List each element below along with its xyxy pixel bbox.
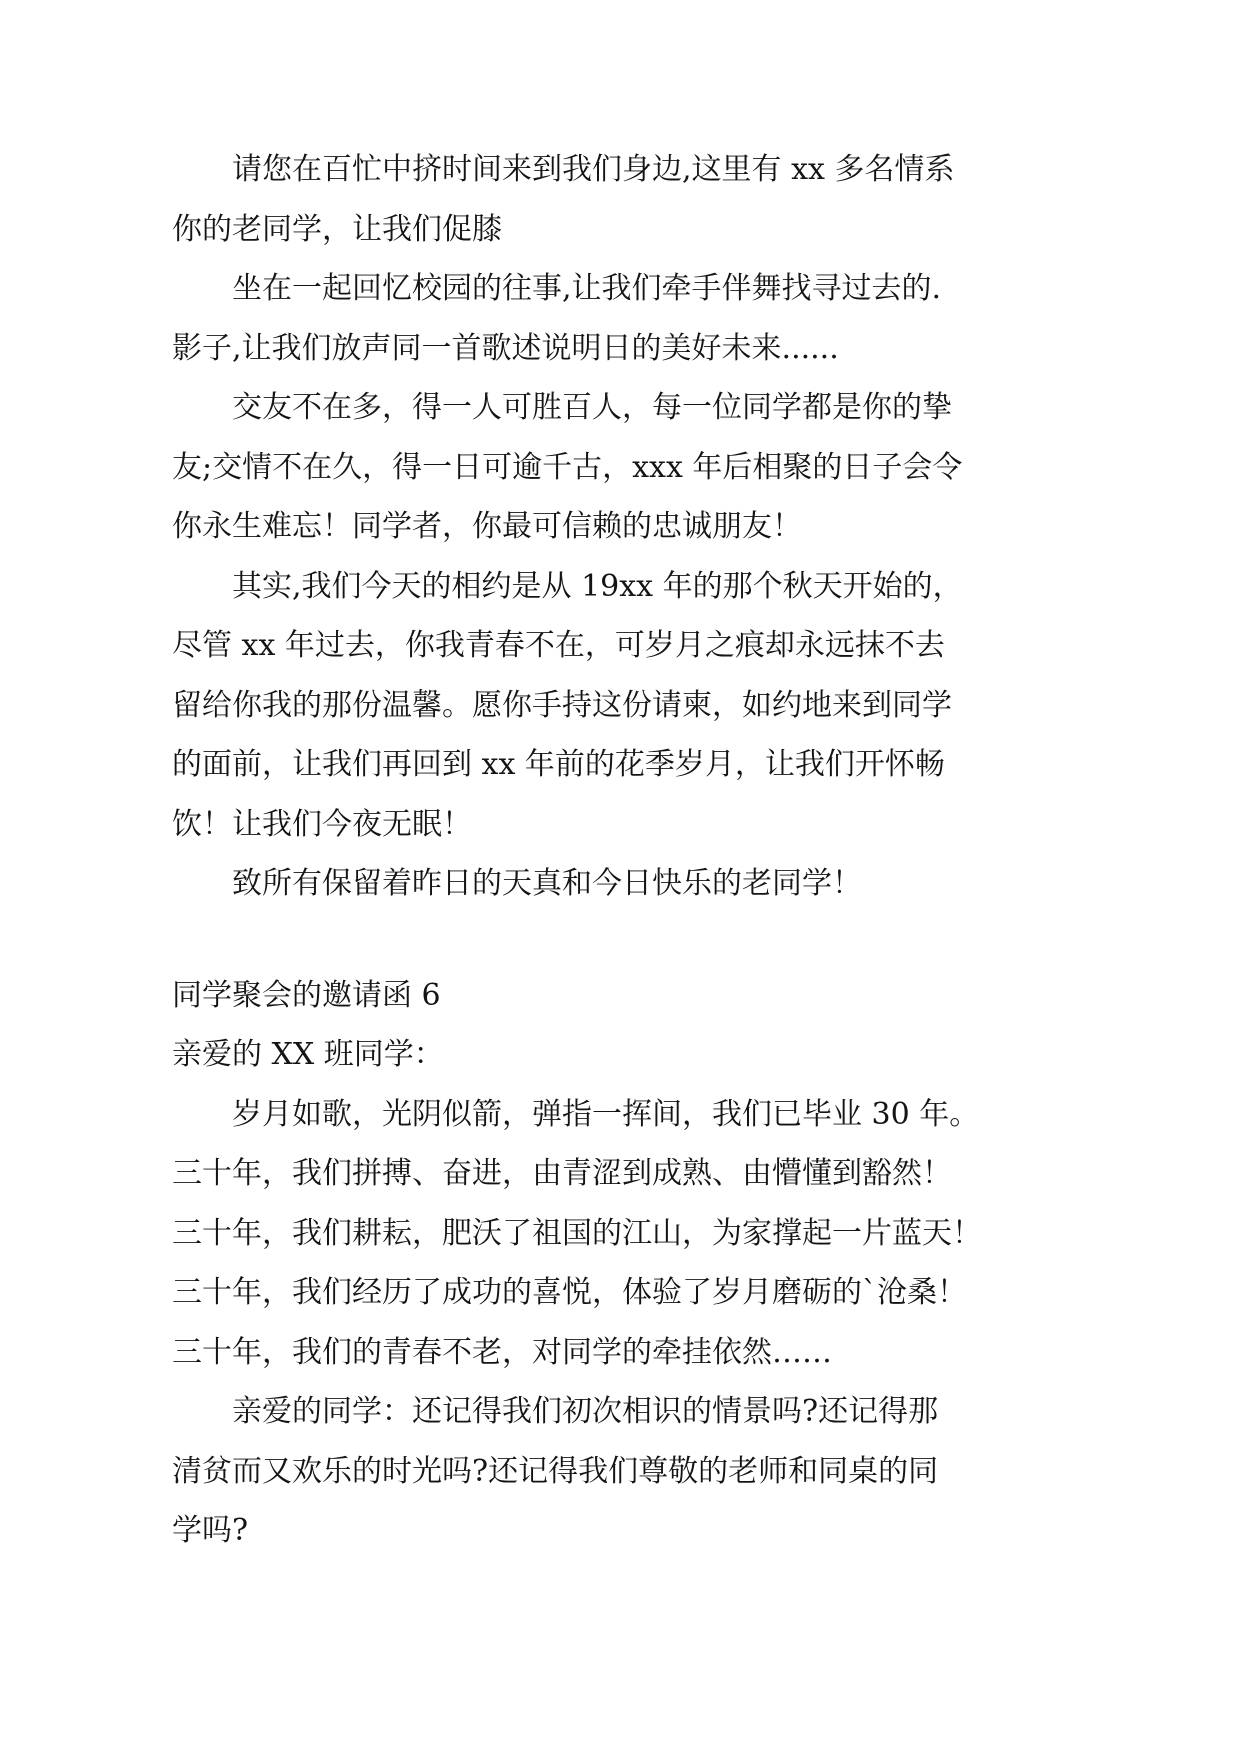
text-line: 请您在百忙中挤时间来到我们身边,这里有 xx 多名情系 bbox=[232, 152, 955, 187]
text-line: 的面前，让我们再回到 xx 年前的花季岁月，让我们开怀畅 bbox=[172, 747, 945, 782]
text-line: 亲爱的同学：还记得我们初次相识的情景吗?还记得那 bbox=[232, 1394, 939, 1429]
text-line: 三十年，我们拼搏、奋进，由青涩到成熟、由懵懂到豁然！ bbox=[172, 1156, 952, 1191]
section-heading: 同学聚会的邀请函 6 bbox=[172, 977, 441, 1013]
text-line: 留给你我的那份温馨。愿你手持这份请柬，如约地来到同学 bbox=[172, 687, 952, 723]
text-line: 致所有保留着昨日的天真和今日快乐的老同学！ bbox=[232, 866, 862, 901]
invitation-letter-6 bbox=[172, 966, 1072, 1561]
salutation: 亲爱的 XX 班同学： bbox=[172, 1037, 444, 1072]
text-line: 岁月如歌，光阴似箭，弹指一挥间，我们已毕业 30 年。 bbox=[232, 1096, 980, 1132]
text-line: 学吗? bbox=[172, 1513, 249, 1548]
paragraph bbox=[172, 259, 1072, 378]
section-spacer bbox=[172, 914, 1072, 966]
document-body bbox=[172, 140, 1072, 1561]
text-line: 尽管 xx 年过去，你我青春不在，可岁月之痕却永远抹不去 bbox=[172, 628, 945, 663]
paragraph bbox=[172, 557, 1072, 855]
text-line: 其实,我们今天的相约是从 19xx 年的那个秋天开始的， bbox=[232, 568, 963, 604]
text-line: 三十年，我们的青春不老，对同学的牵挂依然…… bbox=[172, 1334, 832, 1370]
paragraph bbox=[172, 378, 1072, 557]
paragraph bbox=[172, 1382, 1072, 1561]
text-line: 影子,让我们放声同一首歌述说明日的美好未来...... bbox=[172, 330, 839, 366]
paragraph bbox=[172, 140, 1072, 259]
text-line: 三十年，我们耕耘，肥沃了祖国的江山，为家撑起一片蓝天！ bbox=[172, 1215, 982, 1251]
text-line: 你的老同学，让我们促膝 bbox=[172, 211, 502, 247]
text-line: 清贫而又欢乐的时光吗?还记得我们尊敬的老师和同桌的同 bbox=[172, 1453, 939, 1489]
text-line: 你永生难忘！同学者，你最可信赖的忠诚朋友！ bbox=[172, 509, 802, 544]
invitation-continuation bbox=[172, 140, 1072, 914]
closing-dedication bbox=[172, 854, 1072, 914]
text-line: 坐在一起回忆校园的往事,让我们牵手伴舞找寻过去的. bbox=[232, 271, 942, 306]
text-line: 饮！让我们今夜无眠！ bbox=[172, 806, 472, 842]
text-line: 友;交情不在久，得一日可逾千古，xxx 年后相聚的日子会令 bbox=[172, 449, 963, 485]
text-line: 三十年，我们经历了成功的喜悦，体验了岁月磨砺的`沧桑！ bbox=[172, 1275, 967, 1310]
paragraph bbox=[172, 1085, 1072, 1383]
text-line: 交友不在多，得一人可胜百人，每一位同学都是你的挚 bbox=[232, 390, 952, 425]
